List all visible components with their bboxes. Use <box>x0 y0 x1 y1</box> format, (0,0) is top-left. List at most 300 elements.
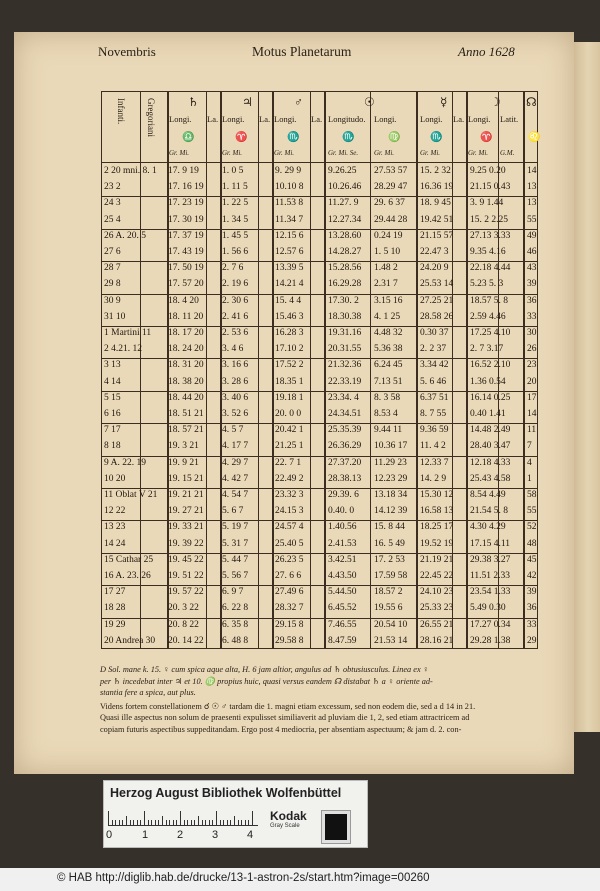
cell-node: 36 <box>527 603 537 614</box>
cell-node: 52 <box>527 522 537 533</box>
cell-mar: 27. 6 6 <box>275 571 302 581</box>
ruler-tick <box>140 820 141 825</box>
saturn-sign: ♎ <box>182 132 195 143</box>
cell-ven: 10.36 17 <box>374 441 408 452</box>
cell-sun: 20.31.55 <box>328 344 362 355</box>
cell-ven: 27.53 57 <box>374 166 408 176</box>
table-row <box>102 261 537 278</box>
cell-ven: 16. 5 49 <box>374 538 405 549</box>
cell-mer: 24.20 9 <box>420 263 449 274</box>
table-row <box>102 310 537 327</box>
table-row <box>102 634 537 651</box>
cell-jup: 4. 29 7 <box>222 457 249 468</box>
cell-ven: 7.13 51 <box>374 376 403 387</box>
cell-ven: 0.24 19 <box>374 230 403 241</box>
cell-sun: 23.34. 4 <box>328 392 359 403</box>
cell-sat: 19. 3 21 <box>168 441 199 452</box>
cell-ven: 15. 8 44 <box>374 522 405 533</box>
unit-saturn: Gr. Mi. <box>169 149 190 157</box>
cell-jup: 3. 40 6 <box>222 392 249 403</box>
ruler-tick <box>148 820 149 825</box>
sub-longi-mars: Longi. <box>274 114 297 124</box>
ruler-tick <box>245 820 246 825</box>
venus-sign: ♍ <box>388 132 401 143</box>
cell-mar: 28.32 7 <box>275 603 304 614</box>
cell-jup: 6. 35 8 <box>222 619 249 630</box>
ruler-tick <box>227 820 228 825</box>
cell-jup: 1. 34 5 <box>222 214 249 225</box>
cell-moon: 3. 9 1.44 <box>470 198 504 209</box>
cell-jup: 6. 48 8 <box>222 635 249 646</box>
cell-node: 55 <box>527 506 537 517</box>
table-row <box>102 407 537 424</box>
sub-lat-jupiter: La. <box>259 114 271 124</box>
cell-moon: 9.35 4.16 <box>470 247 506 257</box>
ruler-tick <box>216 811 217 825</box>
cell-moon: 16.14 0.25 <box>470 392 511 403</box>
sun-sign: ♏ <box>342 132 355 143</box>
table-row <box>102 375 537 392</box>
ruler-tick <box>234 816 235 825</box>
cell-mar: 25.40 5 <box>275 538 304 549</box>
cell-ven: 17. 2 53 <box>374 554 405 565</box>
cell-moon: 17.27 0.34 <box>470 619 511 630</box>
footnote-line: per ♄ incedebat inter ♃ et 10. ♍ propius huic, quasi versus eandem ☊ distabat ♄ a ♀ oriente ad- <box>100 677 433 686</box>
cell-date: 12 22 <box>104 506 126 517</box>
cell-sun: 24.34.51 <box>328 409 362 419</box>
footnote-line: Quasi ille aspectus non solum de praesenti expulisset similiaverit ad pluviam die 1, 2, sed etiam attractricem ad <box>100 713 470 722</box>
cell-sun: 14.28.27 <box>328 247 362 257</box>
cell-sun: 15.28.56 <box>328 263 362 274</box>
ruler-tick <box>130 820 131 825</box>
cell-mer: 15. 2 32 <box>420 166 451 176</box>
cell-moon: 28.40 3.47 <box>470 441 511 452</box>
cell-moon: 21.54 5. 8 <box>470 506 508 517</box>
cell-node: 7 <box>527 441 532 452</box>
cell-date: 8 18 <box>104 441 121 452</box>
cell-date: 28 7 <box>104 263 121 274</box>
cell-moon: 17.15 4.11 <box>470 538 511 549</box>
cell-jup: 3. 4 6 <box>222 344 244 355</box>
ruler-number: 1 <box>142 829 149 841</box>
cell-mer: 0.30 37 <box>420 328 449 338</box>
sub-longi-jupiter: Longi. <box>222 114 245 124</box>
table-row <box>102 618 537 635</box>
cell-moon: 15. 2 2.25 <box>470 214 508 225</box>
cell-sat: 18. 11 20 <box>168 311 204 322</box>
unit-mercury: Gr. Mi. <box>420 149 441 157</box>
ruler-tick <box>169 820 170 825</box>
cell-node: 30 <box>527 328 537 338</box>
cell-jup: 4. 54 7 <box>222 490 249 500</box>
cell-sun: 0.40. 0 <box>328 506 355 517</box>
cell-date: 2 20 mni. 8. 1 <box>104 166 157 176</box>
cell-moon: 8.54 4.49 <box>470 490 506 500</box>
ruler-tick <box>180 811 181 825</box>
jupiter-sign: ♈ <box>235 132 248 143</box>
cell-node: 55 <box>527 214 537 225</box>
gray-scale-label: Gray Scale <box>270 823 300 829</box>
cell-sun: 16.29.28 <box>328 279 362 290</box>
ruler-tick <box>151 820 152 825</box>
cell-mar: 19.18 1 <box>275 392 304 403</box>
cell-date: 23 2 <box>104 182 121 193</box>
table-row <box>102 472 537 489</box>
ruler-tick <box>198 816 199 825</box>
sub-lat-mars: La. <box>311 114 323 124</box>
cell-mer: 19.42 51 <box>420 214 454 225</box>
cell-mar: 11.53 8 <box>275 198 304 209</box>
cell-mar: 15.46 3 <box>275 311 304 322</box>
sub-lat-mercury: La. <box>453 114 465 124</box>
cell-mar: 26.23 5 <box>275 554 304 565</box>
cell-sat: 18. 44 20 <box>168 392 204 403</box>
cell-ven: 29. 6 37 <box>374 198 405 209</box>
cell-mar: 12.15 6 <box>275 230 304 241</box>
cell-date: 19 29 <box>104 619 126 630</box>
table-row <box>102 196 537 213</box>
table-row <box>102 358 537 375</box>
cell-mer: 9.36 59 <box>420 425 449 436</box>
cell-sat: 17. 57 20 <box>168 279 204 290</box>
cell-mer: 22.47 3 <box>420 247 449 257</box>
unit-mars: Gr. Mi. <box>274 149 295 157</box>
cell-moon: 29.28 1.38 <box>470 635 511 646</box>
cell-moon: 5.23 5. 3 <box>470 279 504 290</box>
cell-mer: 16.58 13 <box>420 506 454 517</box>
ruler-tick <box>133 820 134 825</box>
cell-date: 16 A. 23. 26 <box>104 571 151 581</box>
table-row <box>102 488 537 505</box>
cell-mer: 28.16 21 <box>420 635 454 646</box>
cell-mar: 11.34 7 <box>275 214 304 225</box>
cell-jup: 3. 16 6 <box>222 360 249 371</box>
cell-mar: 14.21 4 <box>275 279 304 290</box>
cell-moon: 4.30 4.29 <box>470 522 506 533</box>
cell-node: 45 <box>527 554 537 565</box>
cell-mer: 8. 7 55 <box>420 409 447 419</box>
cell-sat: 17. 23 19 <box>168 198 204 209</box>
cell-sat: 19. 51 22 <box>168 571 204 581</box>
cell-node: 49 <box>527 230 537 241</box>
cell-mer: 2. 2 37 <box>420 344 447 355</box>
cell-mar: 24.15 3 <box>275 506 304 517</box>
cell-moon: 11.51 2.33 <box>470 571 511 581</box>
sub-lat-saturn: La. <box>207 114 219 124</box>
ruler-tick <box>252 811 253 825</box>
ruler-tick <box>122 820 123 825</box>
cell-node: 1 <box>527 473 532 484</box>
ruler-tick <box>173 820 174 825</box>
cell-ven: 5.36 38 <box>374 344 403 355</box>
cell-date: 31 10 <box>104 311 126 322</box>
cell-sun: 10.26.46 <box>328 182 362 193</box>
cell-mar: 17.10 2 <box>275 344 304 355</box>
table-row <box>102 213 537 230</box>
cell-mar: 29.58 8 <box>275 635 304 646</box>
cell-mar: 20.42 1 <box>275 425 304 436</box>
cell-mer: 12.33 7 <box>420 457 449 468</box>
ruler-tick <box>176 820 177 825</box>
cell-date: 13 23 <box>104 522 126 533</box>
cell-mer: 28.58 26 <box>420 311 454 322</box>
cell-sat: 18. 17 20 <box>168 328 204 338</box>
cell-sun: 28.38.13 <box>328 473 362 484</box>
cell-node: 43 <box>527 263 537 274</box>
cell-ven: 18.57 2 <box>374 587 403 598</box>
cell-jup: 4. 5 7 <box>222 425 244 436</box>
cell-moon: 22.18 4.44 <box>470 263 511 274</box>
cell-mer: 26.55 21 <box>420 619 454 630</box>
cell-ven: 12.23 29 <box>374 473 408 484</box>
cell-node: 33 <box>527 311 537 322</box>
cell-sun: 1.40.56 <box>328 522 357 533</box>
cell-ven: 20.54 10 <box>374 619 408 630</box>
cell-mer: 15.30 12 <box>420 490 454 500</box>
ruler-tick <box>209 820 210 825</box>
cell-date: 27 6 <box>104 247 121 257</box>
cell-mer: 24.10 23 <box>420 587 454 598</box>
table-row <box>102 585 537 602</box>
ruler-number: 4 <box>247 829 254 841</box>
ruler-tick <box>184 820 185 825</box>
footnote-line: copiam futuris aspectibus suppeditandam. Ergo post 4 mediocria, per absentiam aspectuum; & jam d. 2. con- <box>100 725 462 734</box>
cell-sun: 21.32.36 <box>328 360 362 371</box>
cell-mer: 14. 2 9 <box>420 473 447 484</box>
table-row <box>102 245 537 262</box>
sub-longi-moon: Longi. <box>468 114 491 124</box>
cell-sat: 20. 8 22 <box>168 619 199 630</box>
table-row <box>102 229 537 246</box>
moon-symbol: ☽ <box>490 95 501 109</box>
cell-date: 3 13 <box>104 360 121 371</box>
cell-ven: 17.59 58 <box>374 571 408 581</box>
cell-ven: 2.31 7 <box>374 279 398 290</box>
cell-mer: 25.53 14 <box>420 279 454 290</box>
cell-date: 11 Oblat V 21 <box>104 490 158 500</box>
cell-jup: 2. 41 6 <box>222 311 249 322</box>
table-row <box>102 391 537 408</box>
cell-mar: 20. 0 0 <box>275 409 302 419</box>
cell-ven: 4.48 32 <box>374 328 403 338</box>
copyright-link[interactable]: © HAB http://diglib.hab.de/drucke/13-1-astron-2s/start.htm?image=00260 <box>57 872 430 884</box>
table-row <box>102 180 537 197</box>
cell-node: 48 <box>527 538 537 549</box>
cell-jup: 1. 0 5 <box>222 166 244 176</box>
cell-moon: 23.54 1.33 <box>470 587 511 598</box>
cell-date: 14 24 <box>104 538 126 549</box>
cell-node: 46 <box>527 247 537 257</box>
table-row <box>102 439 537 456</box>
cell-moon: 16.52 2.10 <box>470 360 511 371</box>
cell-node: 17 <box>527 392 537 403</box>
running-head-title: Motus Planetarum <box>252 44 352 59</box>
jupiter-symbol: ♃ <box>242 95 253 109</box>
cell-ven: 8.53 4 <box>374 409 398 419</box>
saturn-symbol: ♄ <box>188 95 199 109</box>
cell-ven: 19.55 6 <box>374 603 403 614</box>
ruler-tick <box>238 820 239 825</box>
cell-ven: 1.48 2 <box>374 263 398 274</box>
ruler-tick <box>162 816 163 825</box>
ruler-tick <box>230 820 231 825</box>
cell-moon: 2. 7 3.17 <box>470 344 504 355</box>
cell-sun: 4.43.50 <box>328 571 357 581</box>
cell-sat: 17. 50 19 <box>168 263 204 274</box>
cell-jup: 2. 30 6 <box>222 295 249 306</box>
cell-node: 4 <box>527 457 532 468</box>
ruler-tick <box>137 820 138 825</box>
cell-sat: 19. 9 21 <box>168 457 199 468</box>
cell-sun: 18.30.38 <box>328 311 362 322</box>
ruler-number: 0 <box>106 829 113 841</box>
ruler-tick <box>144 811 145 825</box>
table-row <box>102 569 537 586</box>
cell-node: 13 <box>527 198 537 209</box>
color-card <box>103 780 368 848</box>
cell-jup: 5. 6 7 <box>222 506 244 517</box>
ruler-tick <box>187 820 188 825</box>
ruler-tick <box>191 820 192 825</box>
cell-ven: 13.18 34 <box>374 490 408 500</box>
sub-longi-saturn: Longi. <box>169 114 192 124</box>
cell-moon: 5.49 0.30 <box>470 603 506 614</box>
cell-sun: 13.28.60 <box>328 230 362 241</box>
cell-node: 26 <box>527 344 537 355</box>
cell-ven: 6.24 45 <box>374 360 403 371</box>
cell-moon: 14.48 2.49 <box>470 425 511 436</box>
cell-sun: 27.37.20 <box>328 457 362 468</box>
cell-jup: 1. 11 5 <box>222 182 248 193</box>
cell-date: 18 28 <box>104 603 126 614</box>
sun-symbol: ☉ <box>364 95 375 109</box>
table-row <box>102 342 537 359</box>
ruler-tick <box>126 816 127 825</box>
cell-date: 29 8 <box>104 279 121 290</box>
cell-jup: 6. 22 8 <box>222 603 249 614</box>
cell-mer: 18. 9 45 <box>420 198 451 209</box>
cell-moon: 17.25 4.10 <box>470 328 511 338</box>
cell-mer: 21.15 57 <box>420 230 454 241</box>
cell-jup: 2. 7 6 <box>222 263 244 274</box>
sub-latit-moon: Latit. <box>500 114 519 124</box>
cell-date: 26 A. 20. 5 <box>104 230 146 241</box>
cell-moon: 2.59 4.46 <box>470 311 506 322</box>
cell-jup: 4. 17 7 <box>222 441 249 452</box>
cell-sat: 17. 43 19 <box>168 247 204 257</box>
cell-node: 11 <box>527 425 537 436</box>
cell-sun: 19.31.16 <box>328 328 362 338</box>
ruler-tick <box>220 820 221 825</box>
ruler-tick <box>166 820 167 825</box>
cell-jup: 5. 31 7 <box>222 538 249 549</box>
cell-mar: 16.28 3 <box>275 328 304 338</box>
cell-date: 20 Andrea 30 <box>104 635 156 646</box>
cell-node: 23 <box>527 360 537 371</box>
cell-sun: 5.44.50 <box>328 587 357 598</box>
copyright-bar <box>0 868 600 891</box>
cell-sat: 18. 31 20 <box>168 360 204 371</box>
cell-ven: 9.44 11 <box>374 425 403 436</box>
cell-mar: 12.57 6 <box>275 247 304 257</box>
cell-ven: 8. 3 58 <box>374 392 401 403</box>
cell-mar: 17.52 2 <box>275 360 304 371</box>
ruler-tick <box>248 820 249 825</box>
running-head-month: Novembris <box>98 44 156 59</box>
cell-date: 10 20 <box>104 473 126 484</box>
cell-node: 39 <box>527 587 537 598</box>
cell-sat: 18. 57 21 <box>168 425 204 436</box>
cell-node: 58 <box>527 490 537 500</box>
cell-node: 14 <box>527 166 537 176</box>
running-head-year: Anno 1628 <box>458 44 515 59</box>
table-row <box>102 277 537 294</box>
cell-mar: 24.57 4 <box>275 522 304 533</box>
cell-date: 25 4 <box>104 214 121 225</box>
cell-sat: 18. 24 20 <box>168 344 204 355</box>
table-row <box>102 520 537 537</box>
cell-sun: 11.27. 9 <box>328 198 359 209</box>
cell-mar: 23.32 3 <box>275 490 304 500</box>
cell-ven: 11.29 23 <box>374 457 407 468</box>
cell-jup: 5. 56 7 <box>222 571 249 581</box>
cell-jup: 5. 19 7 <box>222 522 249 533</box>
ruler-tick <box>158 820 159 825</box>
table-row <box>102 456 537 473</box>
node-sign: ♌ <box>528 132 541 143</box>
cell-mar: 29.15 8 <box>275 619 304 630</box>
cell-mar: 13.39 5 <box>275 263 304 274</box>
cell-date: 5 15 <box>104 392 121 403</box>
cell-node: 39 <box>527 279 537 290</box>
table-row <box>102 164 537 181</box>
cell-sun: 9.26.25 <box>328 166 357 176</box>
ruler-tick <box>202 820 203 825</box>
cell-ven: 21.53 14 <box>374 635 408 646</box>
cell-moon: 21.15 0.43 <box>470 182 511 193</box>
library-name: Herzog August Bibliothek Wolfenbüttel <box>110 786 342 800</box>
ruler-number: 3 <box>212 829 219 841</box>
cell-sun: 22.33.19 <box>328 376 362 387</box>
cell-sat: 19. 33 21 <box>168 522 204 533</box>
cell-jup: 5. 44 7 <box>222 554 249 565</box>
cell-jup: 1. 56 6 <box>222 247 249 257</box>
table-row <box>102 504 537 521</box>
cell-mar: 15. 4 4 <box>275 295 302 306</box>
kodak-logo: Kodak <box>270 809 307 823</box>
cell-mer: 25.33 23 <box>420 603 454 614</box>
cell-jup: 3. 28 6 <box>222 376 249 387</box>
cell-jup: 2. 19 6 <box>222 279 249 290</box>
cell-node: 14 <box>527 409 537 419</box>
cell-jup: 6. 9 7 <box>222 587 244 598</box>
cell-sat: 19. 39 22 <box>168 538 204 549</box>
cell-sun: 12.27.34 <box>328 214 362 225</box>
cell-moon: 25.43 4.58 <box>470 473 511 484</box>
cell-sat: 19. 57 22 <box>168 587 204 598</box>
moon-sign: ♈ <box>480 132 493 143</box>
table-row <box>102 537 537 554</box>
cell-mar: 22.49 2 <box>275 473 304 484</box>
mercury-symbol: ☿ <box>440 95 448 109</box>
cell-mer: 5. 6 46 <box>420 376 447 387</box>
cell-date: 17 27 <box>104 587 126 598</box>
ruler-tick <box>108 811 109 825</box>
cell-sat: 19. 21 21 <box>168 490 204 500</box>
ephemeris-table <box>101 91 541 649</box>
cell-mer: 22.45 22 <box>420 571 454 581</box>
cell-mar: 18.35 1 <box>275 376 304 387</box>
